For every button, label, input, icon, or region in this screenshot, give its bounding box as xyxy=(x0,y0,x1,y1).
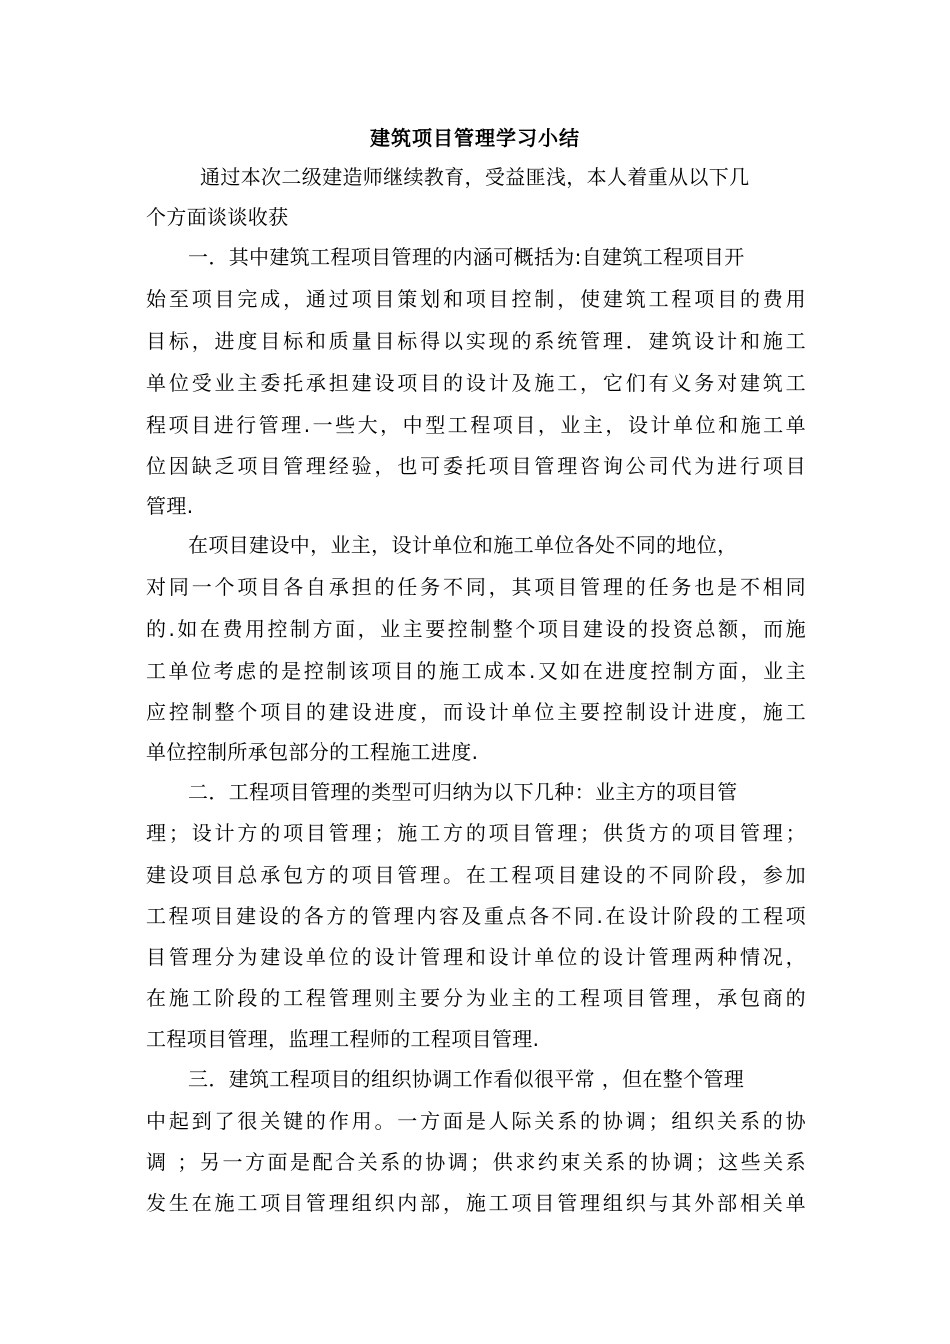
text-line: 工程项目管理，监理工程师的工程项目管理. xyxy=(146,1027,540,1051)
text-line: 目标，进度目标和质量目标得以实现的系统管理．建筑设计和施工 xyxy=(146,329,806,353)
text-line: 在施工阶段的工程管理则主要分为业主的工程项目管理，承包商的 xyxy=(146,986,806,1010)
text-line: 单位控制所承包部分的工程施工进度. xyxy=(146,740,479,764)
text-line: 一．其中建筑工程项目管理的内涵可概括为:自建筑工程项目开 xyxy=(188,245,745,269)
text-line: 个方面谈谈收获 xyxy=(146,205,289,229)
text-line: 目管理分为建设单位的设计管理和设计单位的设计管理两种情况， xyxy=(146,945,806,969)
text-line: 位因缺乏项目管理经验，也可委托项目管理咨询公司代为进行项目 xyxy=(146,454,806,478)
text-line: 应控制整个项目的建设进度，而设计单位主要控制设计进度，施工 xyxy=(146,700,806,724)
text-line: 的.如在费用控制方面，业主要控制整个项目建设的投资总额，而施 xyxy=(146,617,806,641)
text-line: 发生在施工项目管理组织内部，施工项目管理组织与其外部相关单 xyxy=(146,1191,806,1215)
text-line: 对同一个项目各自承担的任务不同，其项目管理的任务也是不相同 xyxy=(146,575,806,599)
text-line: 程项目进行管理.一些大，中型工程项目，业主，设计单位和施工单 xyxy=(146,413,806,437)
text-line: 通过本次二级建造师继续教育，受益匪浅，本人着重从以下几 xyxy=(200,165,750,189)
text-line: 工程项目建设的各方的管理内容及重点各不同.在设计阶段的工程项 xyxy=(146,904,806,928)
text-line: 始至项目完成，通过项目策划和项目控制，使建筑工程项目的费用 xyxy=(146,287,806,311)
text-line: 理；设计方的项目管理；施工方的项目管理；供货方的项目管理； xyxy=(146,821,806,845)
text-line: 管理. xyxy=(146,494,194,518)
text-line: 三．建筑工程项目的组织协调工作看似很平常 ，但在整个管理 xyxy=(188,1067,745,1091)
text-line: 在项目建设中，业主，设计单位和施工单位各处不同的地位， xyxy=(188,533,738,557)
text-line: 二．工程项目管理的类型可归纳为以下几种：业主方的项目管 xyxy=(188,780,738,804)
text-line: 中起到了很关键的作用。一方面是人际关系的协调；组织关系的协 xyxy=(146,1109,806,1133)
text-line: 建设项目总承包方的项目管理。在工程项目建设的不同阶段，参加 xyxy=(146,863,806,887)
document-title: 建筑项目管理学习小结 xyxy=(370,126,580,150)
text-line: 调 ；另一方面是配合关系的协调；供求约束关系的协调；这些关系 xyxy=(146,1150,806,1174)
text-line: 单位受业主委托承担建设项目的设计及施工，它们有义务对建筑工 xyxy=(146,371,806,395)
text-line: 工单位考虑的是控制该项目的施工成本.又如在进度控制方面，业主 xyxy=(146,659,806,683)
